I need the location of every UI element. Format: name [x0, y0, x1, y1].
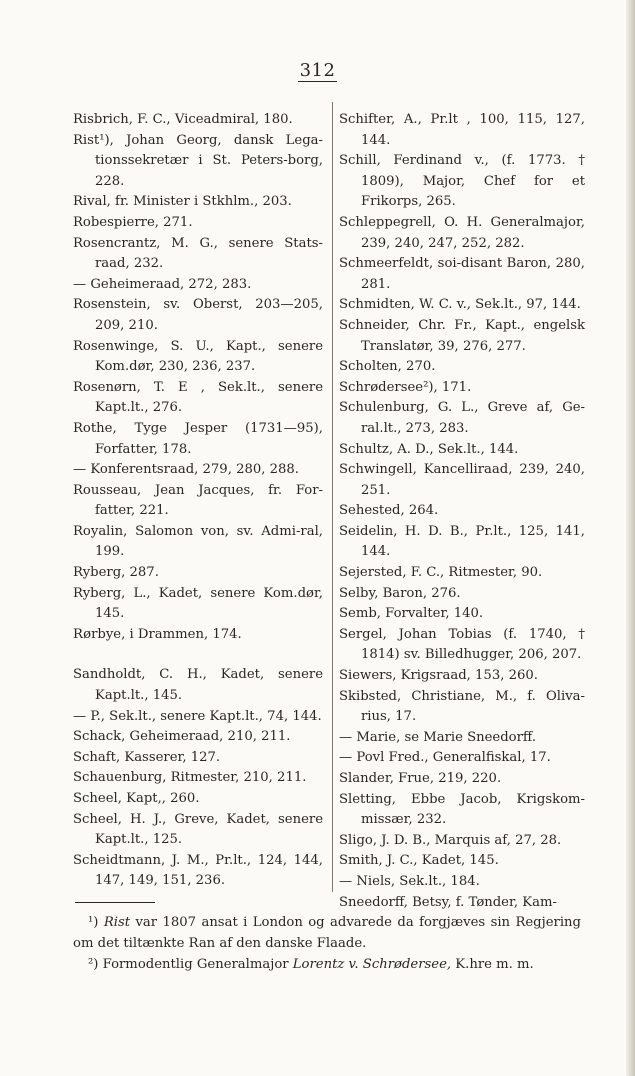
index-column-right [339, 110, 585, 913]
index-entry: Rival, fr. Minister i Stkhlm., 203. [73, 194, 292, 210]
footnotes [73, 912, 581, 975]
footnote-marker: ²) [88, 957, 99, 972]
page-number: 312 [299, 60, 336, 81]
footnote-name: Lorentz v. Schrødersee, [292, 957, 452, 972]
footnote-text: Formodentlig Generalmajor [102, 957, 289, 972]
index-entry: Schrødersee²), 171. [339, 379, 472, 395]
index-entry: Rothe, Tyge Jesper (1731—95), Forfatter, 178. [73, 420, 323, 457]
index-entry: Schmeerfeldt, soi-disant Baron, 280, 281. [339, 256, 585, 292]
footnote-name: Rist [103, 915, 131, 930]
index-entry: Siewers, Krigsraad, 153, 260. [339, 668, 538, 684]
index-entry: — Niels, Sek.lt., 184. [339, 873, 480, 889]
page-edge [626, 0, 635, 1076]
index-entry: Ryberg, 287. [73, 565, 159, 581]
index-entry: Schultz, A. D., Sek.lt., 144. [339, 441, 519, 457]
index-entry: Sergel, Johan Tobias (f. 1740, † 1814) sv. Billedhugger, 206, 207. [339, 626, 585, 663]
footnote-tail: K.hre m. m. [455, 957, 534, 972]
index-entry: Schmidten, W. C. v., Sek.lt., 97, 144. [339, 297, 581, 313]
index-entry: Schaft, Kasserer, 127. [73, 749, 221, 765]
index-entry: Selby, Baron, 276. [339, 585, 461, 601]
index-entry: Sehested, 264. [339, 503, 439, 519]
index-entry: Scholten, 270. [339, 359, 436, 375]
index-entry: Rousseau, Jean Jacques, fr. For-fatter, 221. [73, 482, 323, 519]
section-gap [73, 645, 323, 665]
index-entry: Royalin, Salomon von, sv. Admi-ral, 199. [73, 523, 323, 560]
footnote-marker: ¹) [88, 915, 99, 930]
index-entry: Robespierre, 271. [73, 214, 193, 230]
index-entry: Rosenørn, T. E , Sek.lt., senere Kapt.lt., 276. [73, 379, 323, 416]
index-entry: Sejersted, F. C., Ritmester, 90. [339, 565, 543, 581]
footnote-1 [73, 912, 581, 954]
index-entry: Scheel, Kapt,, 260. [73, 791, 200, 806]
index-entry: Schleppegrell, O. H. Generalmajor, 239, 240, 247, 252, 282. [339, 214, 585, 251]
index-entry: Schneider, Chr. Fr., Kapt., engelsk Translatør, 39, 276, 277. [339, 317, 585, 354]
index-entry: Schauenburg, Ritmester, 210, 211. [73, 770, 307, 786]
index-entry: Schifter, A., Pr.lt , 100, 115, 127, 144. [339, 112, 585, 148]
index-entry: Ryberg, L., Kadet, senere Kom.dør, 145. [73, 585, 323, 622]
index-entry: Rosencrantz, M. G., senere Stats-raad, 232. [73, 235, 323, 272]
index-entry: Rosenwinge, S. U., Kapt., senere Kom.dør, 230, 236, 237. [73, 338, 323, 375]
index-entry: Skibsted, Christiane, M., f. Oliva-rius, 17. [339, 688, 585, 725]
index-entry: Schack, Geheimeraad, 210, 211. [73, 729, 291, 745]
index-entry: Risbrich, F. C., Viceadmiral, 180. [73, 112, 293, 127]
footnote-text: var 1807 ansat i London og advarede da forgjæves sin Regjering om det tiltænkte Ran af den danske Flaade. [73, 915, 581, 951]
index-entry: Rørbye, i Drammen, 174. [73, 626, 242, 642]
index-entry: Scheel, H. J., Greve, Kadet, senere Kapt.lt., 125. [73, 811, 323, 848]
index-entry: Rist¹), Johan Georg, dansk Lega-tionssekretær i St. Peters-borg, 228. [73, 132, 323, 189]
index-entry: Scheidtmann, J. M., Pr.lt., 124, 144, 147, 149, 151, 236. [73, 852, 323, 889]
index-entry: Schwingell, Kancelliraad, 239, 240, 251. [339, 462, 585, 498]
index-entry: Sligo, J. D. B., Marquis af, 27, 28. [339, 832, 562, 848]
index-entry: — Konferentsraad, 279, 280, 288. [73, 462, 299, 478]
index-entry: Sandholdt, C. H., Kadet, senere Kapt.lt., 145. [73, 667, 323, 704]
index-entry: Rosenstein, sv. Oberst, 203—205, 209, 210. [73, 297, 323, 333]
index-entry: Sletting, Ebbe Jacob, Krigskom-missær, 232. [339, 791, 585, 828]
index-entry: Sneedorff, Betsy, f. Tønder, Kam- [339, 894, 557, 910]
index-entry: Semb, Forvalter, 140. [339, 606, 484, 622]
footnote-rule [75, 902, 155, 903]
index-entry: Seidelin, H. D. B., Pr.lt., 125, 141, 144. [339, 523, 585, 560]
index-entry: — Povl Fred., Generalfiskal, 17. [339, 750, 551, 766]
index-entry: Schill, Ferdinand v., (f. 1773. † 1809), Major, Chef for et Frikorps, 265. [339, 153, 585, 210]
column-divider [332, 102, 333, 892]
index-entry: Slander, Frue, 219, 220. [339, 771, 502, 786]
index-column-left [73, 110, 323, 892]
index-entry: — P., Sek.lt., senere Kapt.lt., 74, 144. [73, 708, 322, 724]
index-entry: Smith, J. C., Kadet, 145. [339, 853, 499, 869]
index-entry: — Geheimeraad, 272, 283. [73, 276, 252, 292]
footnote-2 [73, 954, 581, 975]
index-entry: Schulenburg, G. L., Greve af, Ge-ral.lt., 273, 283. [339, 400, 585, 436]
index-entry: — Marie, se Marie Sneedorff. [339, 729, 537, 745]
